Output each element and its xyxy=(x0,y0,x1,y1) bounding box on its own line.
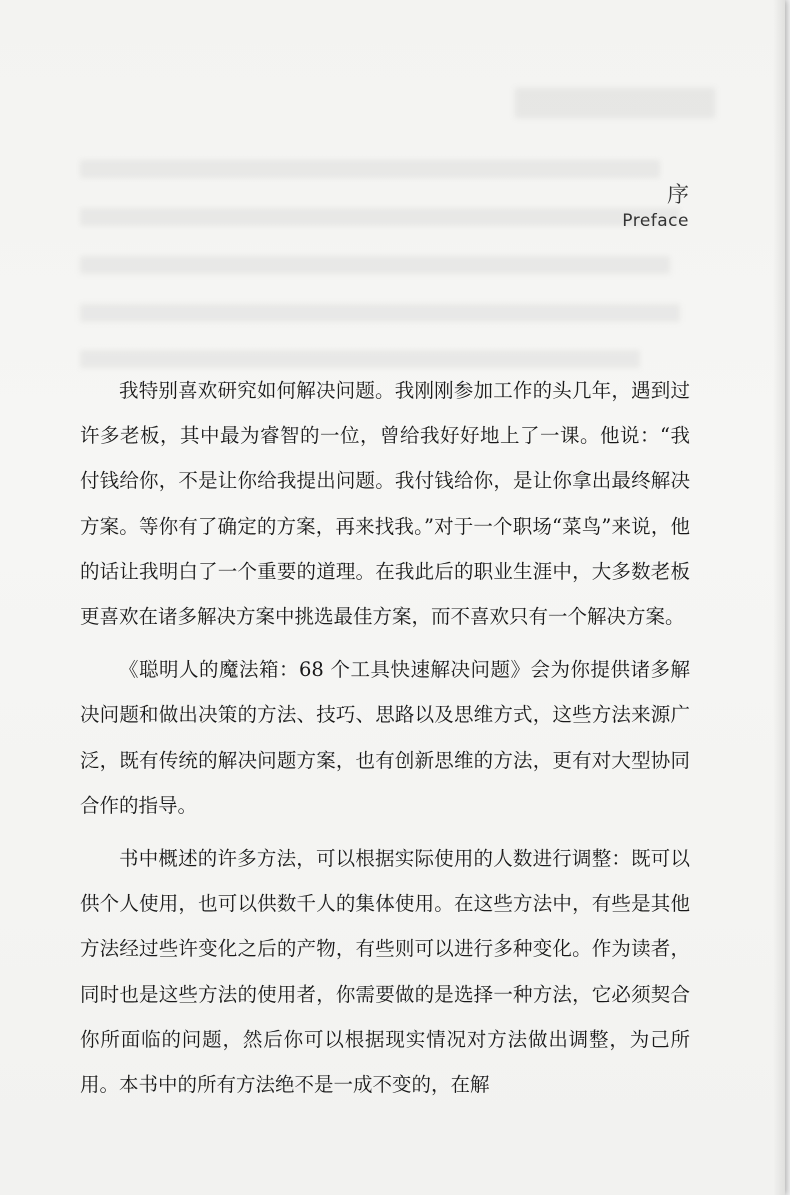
paragraph-2: 《聪明人的魔法箱：68 个工具快速解决问题》会为你提供诸多解决问题和做出决策的方法、技巧、思路以及思维方式，这些方法来源广泛，既有传统的解决问题方案，也有创新思维的方法，更有对大型协同合作的指导。 xyxy=(80,658,690,817)
chapter-title-chinese: 序 xyxy=(666,183,689,208)
show-through-line xyxy=(80,160,660,178)
chapter-header xyxy=(622,183,689,231)
show-through-line xyxy=(80,208,680,226)
show-through-line xyxy=(80,304,680,322)
paragraph-1: 我特别喜欢研究如何解决问题。我刚刚参加工作的头几年，遇到过许多老板，其中最为睿智的一位，曾给我好好地上了一课。他说：“我付钱给你，不是让你给我提出问题。我付钱给你，是让你拿出最终解决方案。等你有了确定的方案，再来找我。”对于一个职场“菜鸟”来说，他的话让我明白了一个重要的道理。在我此后的职业生涯中，大多数老板更喜欢在诸多解决方案中挑选最佳方案，而不喜欢只有一个解决方案。 xyxy=(80,379,690,629)
chapter-title-english: Preface xyxy=(622,211,689,231)
show-through-line xyxy=(80,350,640,368)
show-through-header xyxy=(515,88,715,118)
page-edge-shadow xyxy=(773,0,785,1195)
preface-body xyxy=(80,368,690,1115)
paragraph-3: 书中概述的许多方法，可以根据实际使用的人数进行调整：既可以供个人使用，也可以供数千人的集体使用。在这些方法中，有些是其他方法经过些许变化之后的产物，有些则可以进行多种变化。作为读者，同时也是这些方法的使用者，你需要做的是选择一种方法，它必须契合你所面临的问题，然后你可以根据现实情况对方法做出调整，为己所用。本书中的所有方法绝不是一成不变的，在解 xyxy=(80,847,690,1097)
show-through-line xyxy=(80,256,670,274)
